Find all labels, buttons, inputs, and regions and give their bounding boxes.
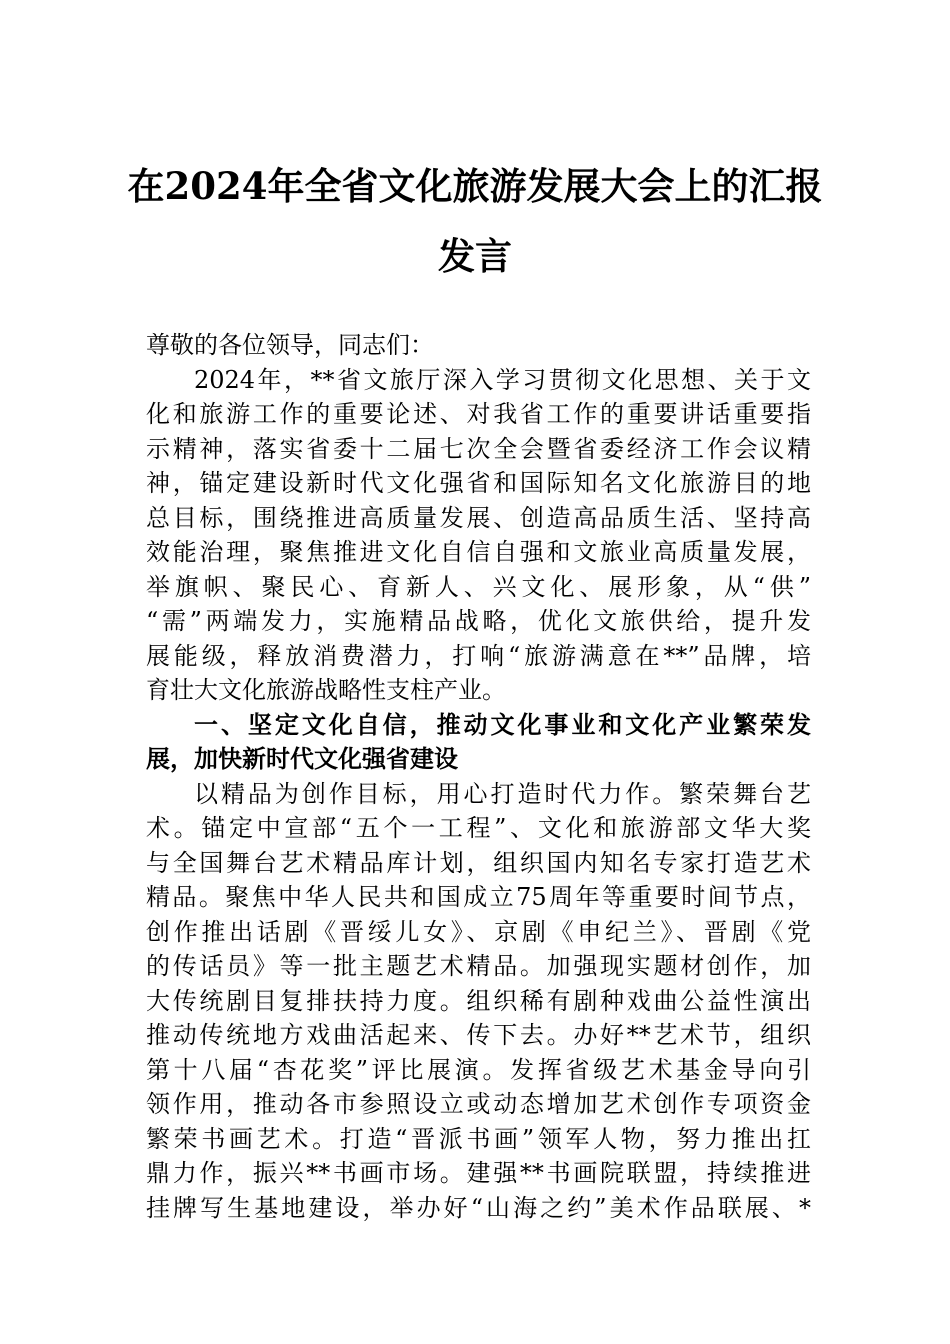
paragraph-line: 领作用，推动各市参照设立或动态增加艺术创作专项资金 <box>146 1090 811 1118</box>
paragraph-line: 示精神，落实省委十二届七次全会暨省委经济工作会议精 <box>146 434 811 463</box>
paragraph-line: 的传话员》等一批主题艺术精品。加强现实题材创作，加 <box>146 952 811 980</box>
paragraph-line: 以精品为创作目标，用心打造时代力作。繁荣舞台艺 <box>194 779 811 808</box>
paragraph-line: 术。锚定中宣部“五个一工程”、文化和旅游部文华大奖 <box>146 814 811 842</box>
paragraph-line: 效能治理，聚焦推进文化自信自强和文旅业高质量发展， <box>146 538 811 566</box>
paragraph-line: 与全国舞台艺术精品库计划，组织国内知名专家打造艺术 <box>146 848 811 877</box>
paragraph-intro <box>146 363 811 708</box>
paragraph-line: “需”两端发力，实施精品战略，优化文旅供给，提升发 <box>146 607 811 635</box>
paragraph-line: 大传统剧目复排扶持力度。组织稀有剧种戏曲公益性演出 <box>146 986 811 1015</box>
section-heading-1 <box>146 708 811 777</box>
document-title-line-2: 发言 <box>438 234 512 278</box>
paragraph-line: 总目标，围绕推进高质量发展、创造高品质生活、坚持高 <box>146 503 811 532</box>
paragraph-line: 化和旅游工作的重要论述、对我省工作的重要讲话重要指 <box>146 400 811 428</box>
paragraph-line: 第十八届“杏花奖”评比展演。发挥省级艺术基金导向引 <box>146 1055 811 1084</box>
paragraph-line: 展能级，释放消费潜力，打响“旅游满意在**”品牌，培 <box>146 641 811 670</box>
paragraph-line: 神，锚定建设新时代文化强省和国际知名文化旅游目的地 <box>146 469 811 497</box>
paragraph-line: 繁荣书画艺术。打造“晋派书画”领军人物，努力推出扛 <box>146 1124 811 1153</box>
paragraph-line: 2024年，**省文旅厅深入学习贯彻文化思想、关于文 <box>194 365 811 394</box>
heading-line: 展，加快新时代文化强省建设 <box>146 745 458 773</box>
paragraph-art-creation <box>146 777 811 1226</box>
paragraph-line: 举旗帜、聚民心、育新人、兴文化、展形象，从“供” <box>146 572 811 601</box>
heading-line: 一、坚定文化自信，推动文化事业和文化产业繁荣发 <box>194 710 811 739</box>
paragraph-line: 挂牌写生基地建设，举办好“山海之约”美术作品联展、* <box>146 1193 811 1222</box>
document-title-line-1: 在2024年全省文化旅游发展大会上的汇报 <box>127 164 823 208</box>
paragraph-line: 推动传统地方戏曲活起来、传下去。办好**艺术节，组织 <box>146 1021 811 1049</box>
salutation: 尊敬的各位领导，同志们： <box>146 331 434 359</box>
paragraph-line: 育壮大文化旅游战略性支柱产业。 <box>146 676 506 704</box>
paragraph-line: 精品。聚焦中华人民共和国成立75周年等重要时间节点， <box>146 883 811 911</box>
paragraph-line: 鼎力作，振兴**书画市场。建强**书画院联盟，持续推进 <box>146 1159 811 1187</box>
document-body <box>146 328 811 1225</box>
paragraph-line: 创作推出话剧《晋绥儿女》、京剧《申纪兰》、晋剧《党 <box>146 917 811 946</box>
